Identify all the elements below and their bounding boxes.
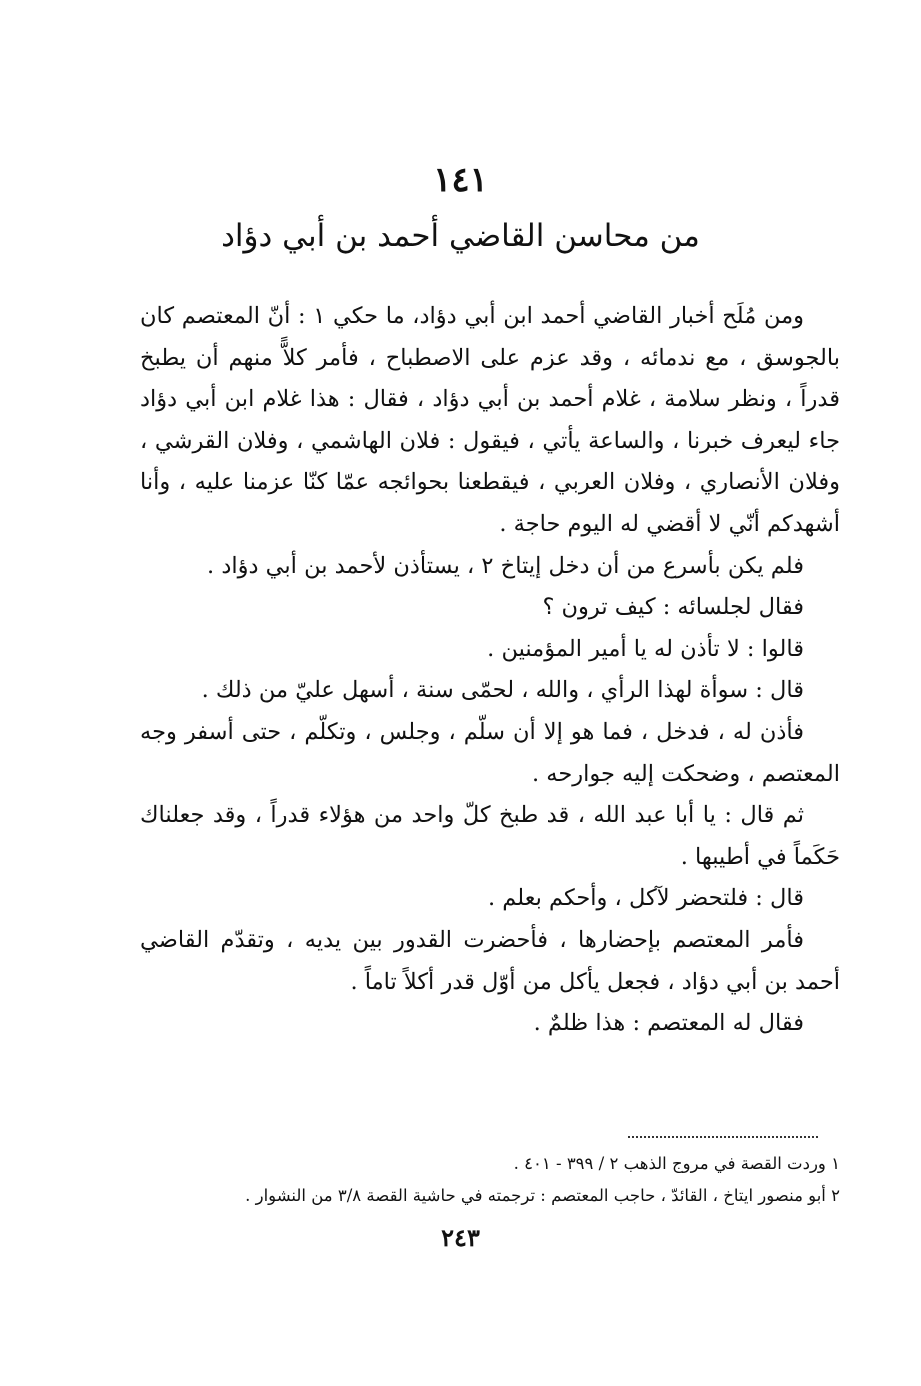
paragraph: فأذن له ، فدخل ، فما هو إلا أن سلّم ، وجلس ، وتكلّم ، حتى أسفر وجه المعتصم ، وضحكت إليه جوارحه . xyxy=(140,718,840,787)
footnote-divider xyxy=(628,1136,818,1138)
footnotes xyxy=(140,1148,840,1212)
paragraph: قال : فلتحضر لآكل ، وأحكم بعلم . xyxy=(487,885,804,912)
story-body xyxy=(140,296,840,1045)
paragraph: قالوا : لا تأذن له يا أمير المؤمنين . xyxy=(487,635,804,662)
story-number: ١٤١ xyxy=(433,160,488,200)
paragraph: ومن مُلَح أخبار القاضي أحمد ابن أبي دؤاد، ما حكي ١ : أنّ المعتصم كان بالجوسق ، مع ندمائه ، وقد عزم على الاصطباح ، فأمر كلاًّ منهم أن يطبخ قدراً ، ونظر سلامة ، غلام أحمد بن أبي دؤاد ، فقال : هذا غلام ابن أبي دؤاد جاء ليعرف خبرنا ، والساعة يأتي ، فيقول : فلان الهاشمي ، وفلان القرشي ، وفلان الأنصاري ، وفلان العربي ، فيقطعنا بحوائجه عمّا كنّا عزمنا عليه ، وأنا أشهدكم أنّي لا أقضي له اليوم حاجة . xyxy=(140,303,840,537)
footnote: ٢ أبو منصور ايتاخ ، القائدّ ، حاجب المعتصم : ترجمته في حاشية القصة ٣/٨ من النشوار . xyxy=(245,1186,840,1205)
paragraph: فقال له المعتصم : هذا ظلمٌ . xyxy=(533,1010,804,1037)
page-number: ٢٤٣ xyxy=(441,1223,480,1252)
paragraph: ثم قال : يا أبا عبد الله ، قد طبخ كلّ واحد من هؤلاء قدراً ، وقد جعلناك حَكَماً في أطيبها . xyxy=(140,802,840,870)
paragraph: فلم يكن بأسرع من أن دخل إيتاخ ٢ ، يستأذن لأحمد بن أبي دؤاد . xyxy=(207,552,804,579)
footnote: ١ وردت القصة في مروج الذهب ٢ / ٣٩٩ - ٤٠١ . xyxy=(513,1154,840,1173)
story-title: من محاسن القاضي أحمد بن أبي دؤاد xyxy=(221,218,700,254)
paragraph: قال : سوأة لهذا الرأي ، والله ، لحمّى سنة ، أسهل عليّ من ذلك . xyxy=(201,677,804,704)
paragraph: فقال لجلسائه : كيف ترون ؟ xyxy=(542,594,804,621)
paragraph: فأمر المعتصم بإحضارها ، فأحضرت القدور بين يديه ، وتقدّم القاضي أحمد بن أبي دؤاد ، فجعل يأكل من أوّل قدر أكلاً تاماً . xyxy=(140,926,840,995)
